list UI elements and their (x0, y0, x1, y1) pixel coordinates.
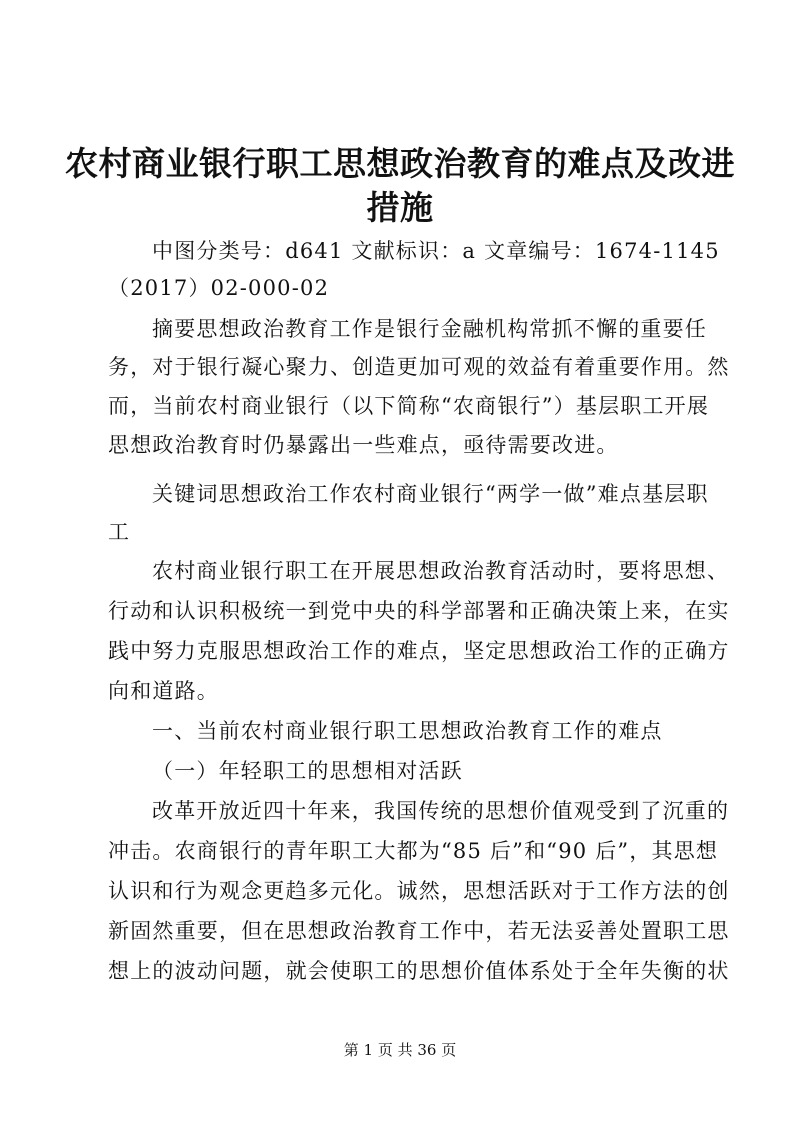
body-line: 冲击。农商银行的青年职工大都为“85 后”和“90 后”，其思想 (108, 839, 719, 863)
classification-line-cont: （2017）02-000-02 (108, 276, 330, 300)
body-line: 新固然重要，但在思想政治教育工作中，若无法妥善处置职工思 (108, 919, 730, 943)
subsection-heading: （一）年轻职工的思想相对活跃 (152, 759, 463, 783)
body-line: 践中努力克服思想政治工作的难点，坚定思想政治工作的正确方 (108, 639, 730, 663)
page-number-footer: 第 1 页 共 36 页 (343, 1041, 457, 1059)
section-heading: 一、当前农村商业银行职工思想政治教育工作的难点 (152, 719, 663, 743)
body-line: 改革开放近四十年来，我国传统的思想价值观受到了沉重的 (152, 799, 730, 823)
body-line: 认识和行为观念更趋多元化。诚然，思想活跃对于工作方法的创 (108, 879, 730, 903)
body-line: 想上的波动问题，就会使职工的思想价值体系处于全年失衡的状 (108, 959, 730, 983)
abstract-line: 务，对于银行凝心聚力、创造更加可观的效益有着重要作用。然 (108, 355, 730, 379)
document-title-line-1: 农村商业银行职工思想政治教育的难点及改进 (65, 144, 735, 183)
keywords-line: 工 (108, 520, 131, 544)
body-line: 行动和认识积极统一到党中央的科学部署和正确决策上来，在实 (108, 599, 730, 623)
abstract-line: 思想政治教育时仍暴露出一些难点，亟待需要改进。 (108, 433, 619, 457)
keywords-line: 关键词思想政治工作农村商业银行“两学一做”难点基层职 (152, 482, 709, 506)
abstract-line: 而，当前农村商业银行（以下简称“农商银行”）基层职工开展 (108, 394, 710, 418)
body-line: 农村商业银行职工在开展思想政治教育活动时，要将思想、 (152, 559, 730, 583)
document-title-line-2: 措施 (366, 188, 434, 227)
abstract-line: 摘要思想政治教育工作是银行金融机构常抓不懈的重要任 (152, 317, 707, 341)
classification-line: 中图分类号：d641 文献标识：a 文章编号：1674-1145 (152, 239, 720, 263)
body-line: 向和道路。 (108, 679, 219, 703)
